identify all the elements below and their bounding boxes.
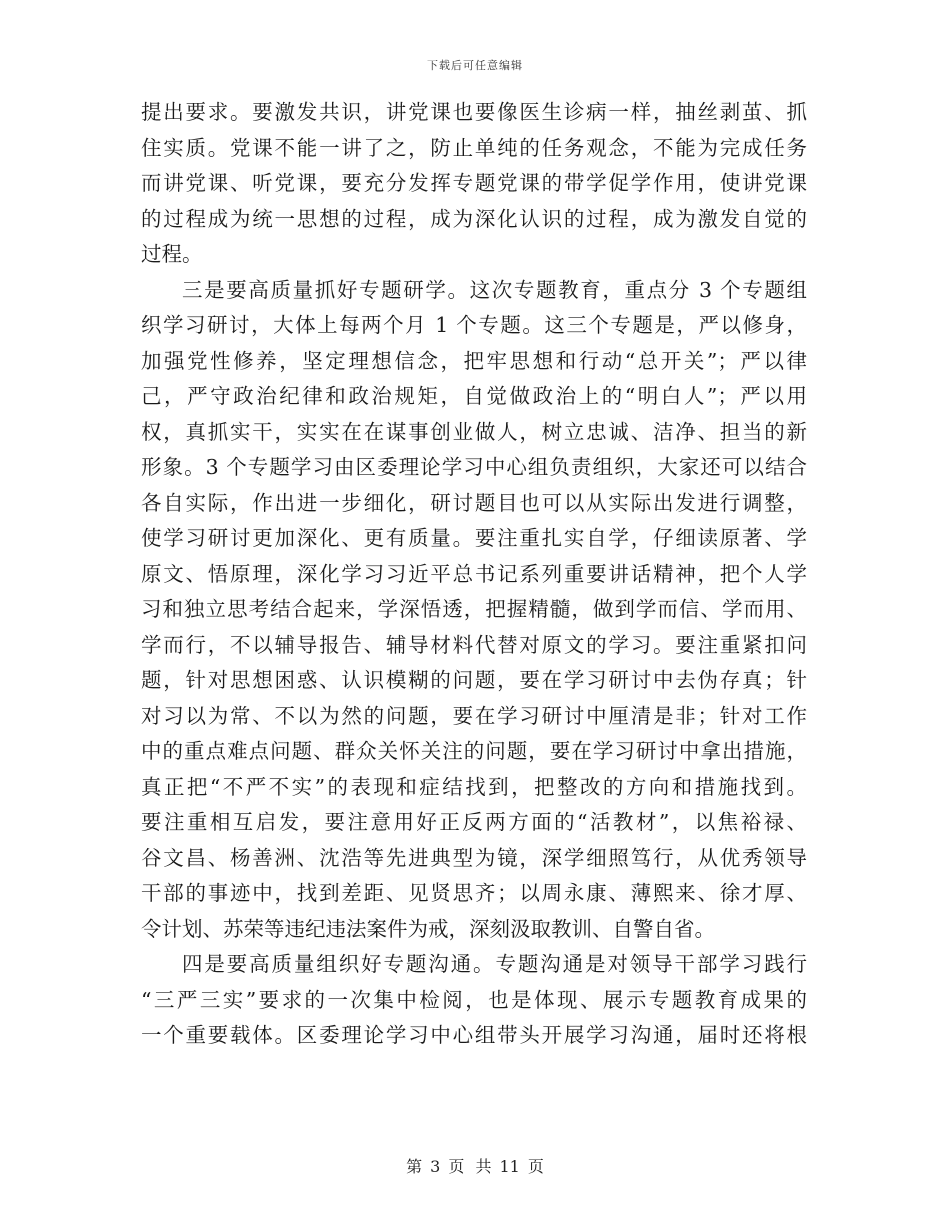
text-line: 加强党性修养，坚定理想信念，把牢思想和行动“总开关”；严以律	[141, 348, 807, 373]
text-line: 令计划、苏荣等违纪违法案件为戒，深刻汲取教训、自警自省。	[141, 916, 715, 941]
text-line: 原文、悟原理，深化学习习近平总书记系列重要讲话精神，把个人学	[141, 561, 807, 586]
text-line: 三是要高质量抓好专题研学。这次专题教育，重点分 3 个专题组	[182, 277, 807, 302]
text-line: 对习以为常、不以为然的问题，要在学习研讨中厘清是非；针对工作	[141, 703, 807, 728]
footer-page-number: 3	[430, 1157, 441, 1176]
text-line: 住实质。党课不能一讲了之，防止单纯的任务观念，不能为完成任务	[141, 135, 807, 160]
text-line: 的过程成为统一思想的过程，成为深化认识的过程，成为激发自觉的	[141, 206, 807, 231]
text-line: 形象。3 个专题学习由区委理论学习中心组负责组织，大家还可以结合	[141, 455, 807, 479]
text-line: 干部的事迹中，找到差距、见贤思齐；以周永康、薄熙来、徐才厚、	[141, 881, 807, 905]
text-line: 过程。	[141, 242, 203, 266]
text-line: 习和独立思考结合起来，学深悟透，把握精髓，做到学而信、学而用、	[141, 597, 807, 621]
text-line: 谷文昌、杨善洲、沈浩等先进典型为镜，深学细照笃行，从优秀领导	[141, 845, 807, 870]
text-line: 提出要求。要激发共识，讲党课也要像医生诊病一样，抽丝剥茧、抓	[141, 100, 807, 124]
footer-prefix: 第	[406, 1157, 423, 1176]
footer-suffix: 页	[527, 1157, 544, 1176]
text-line: 权，真抓实干，实实在在谋事创业做人，树立忠诚、洁净、担当的新	[141, 419, 807, 444]
page-header: 下载后可任意编辑	[427, 59, 523, 72]
footer-middle: 页 共	[448, 1157, 492, 1176]
text-line: 各自实际，作出进一步细化，研讨题目也可以从实际出发进行调整，	[141, 490, 807, 515]
document-body	[141, 95, 807, 1054]
footer-total-pages: 11	[499, 1157, 520, 1176]
text-line: 真正把“不严不实”的表现和症结找到，把整改的方向和措施找到。	[141, 774, 807, 799]
page-footer	[0, 1154, 950, 1177]
text-line: 己，严守政治纪律和政治规矩，自觉做政治上的“明白人”；严以用	[141, 384, 807, 408]
text-line: 学而行，不以辅导报告、辅导材料代替对原文的学习。要注重紧扣问	[141, 632, 807, 657]
text-line: 题，针对思想困惑、认识模糊的问题，要在学习研讨中去伪存真；针	[141, 668, 807, 692]
text-line: 织学习研讨，大体上每两个月 1 个专题。这三个专题是，严以修身，	[141, 313, 807, 337]
text-line: 一个重要载体。区委理论学习中心组带头开展学习沟通，届时还将根	[141, 1023, 807, 1047]
text-line: 中的重点难点问题、群众关怀关注的问题，要在学习研讨中拿出措施，	[141, 739, 807, 763]
text-line: 四是要高质量组织好专题沟通。专题沟通是对领导干部学习践行	[182, 952, 807, 976]
text-line: 要注重相互启发，要注意用好正反两方面的“活教材”，以焦裕禄、	[141, 810, 807, 834]
text-line: 使学习研讨更加深化、更有质量。要注重扎实自学，仔细读原著、学	[141, 526, 807, 550]
text-line: 而讲党课、听党课，要充分发挥专题党课的带学促学作用，使讲党课	[141, 171, 807, 195]
text-line: “三严三实”要求的一次集中检阅，也是体现、展示专题教育成果的	[141, 987, 807, 1012]
